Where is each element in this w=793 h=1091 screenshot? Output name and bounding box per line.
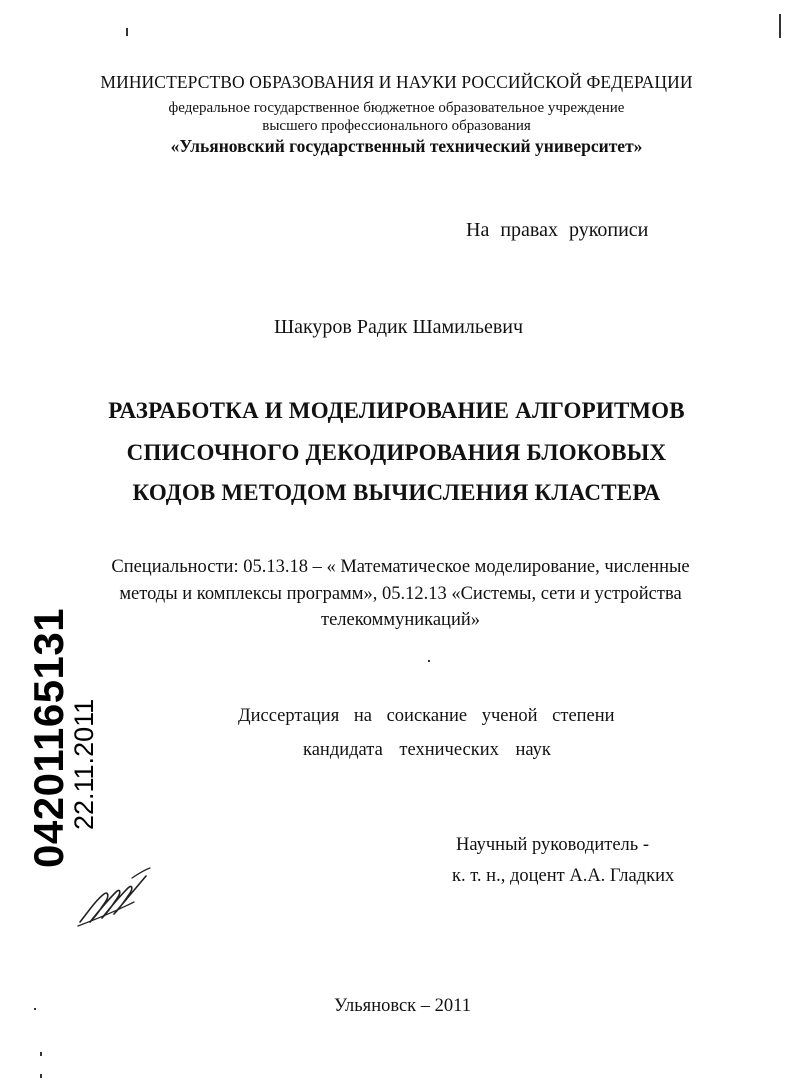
- library-stamp-code: 04201165131: [25, 607, 72, 868]
- specialties-line: Специальности: 05.13.18 – « Математическое моделирование, численные: [111, 557, 690, 577]
- author-name: Шакуров Радик Шамильевич: [273, 316, 524, 338]
- scan-speck: [34, 1008, 36, 1010]
- thesis-title-line: КОДОВ МЕТОДОМ ВЫЧИСЛЕНИЯ КЛАСТЕРА: [132, 480, 661, 505]
- thesis-title-line: РАЗРАБОТКА И МОДЕЛИРОВАНИЕ АЛГОРИТМОВ: [108, 398, 685, 423]
- city-year: Ульяновск – 2011: [334, 996, 471, 1016]
- scan-speck: [428, 660, 430, 662]
- institution-type-line2: высшего профессионального образования: [262, 118, 531, 134]
- specialties-line: методы и комплексы программ», 05.12.13 «Системы, сети и устройства: [119, 584, 682, 604]
- university-name: «Ульяновский государственный технический университет»: [170, 136, 643, 156]
- institution-type-line1: федеральное государственное бюджетное образовательное учреждение: [168, 100, 625, 116]
- thesis-title-line: СПИСОЧНОГО ДЕКОДИРОВАНИЯ БЛОКОВЫХ: [126, 440, 667, 465]
- manuscript-rights-note: На правах рукописи: [466, 219, 649, 241]
- ministry-name: МИНИСТЕРСТВО ОБРАЗОВАНИЯ И НАУКИ РОССИЙСКОЙ ФЕДЕРАЦИИ: [100, 72, 693, 92]
- signature-scribble: [74, 866, 154, 930]
- advisor-name: к. т. н., доцент А.А. Гладких: [452, 866, 675, 886]
- advisor-label: Научный руководитель -: [456, 835, 649, 855]
- library-stamp-date: 22.11.2011: [69, 698, 99, 830]
- scan-speck: [40, 1074, 42, 1078]
- scan-speck: [40, 1052, 42, 1056]
- dissertation-degree-line2: кандидата технических наук: [303, 740, 551, 760]
- specialties-line: телекоммуникаций»: [320, 610, 481, 630]
- scan-speck: [126, 28, 128, 36]
- scan-speck: [779, 14, 781, 38]
- dissertation-degree-line1: Диссертация на соискание ученой степени: [238, 706, 615, 726]
